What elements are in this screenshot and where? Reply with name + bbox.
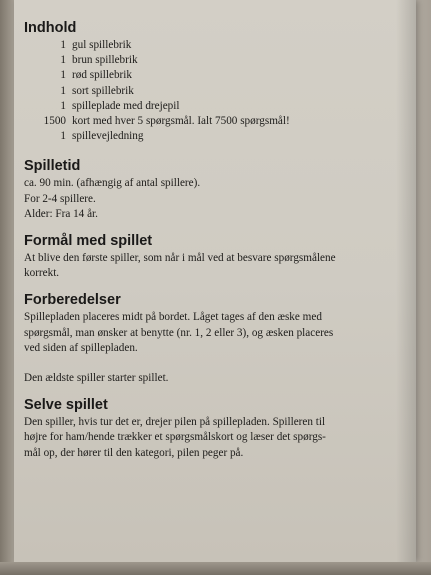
gameplay-section <box>24 397 409 461</box>
list-item <box>24 53 409 68</box>
book-bottom-edge <box>0 562 431 575</box>
item-label: spilleplade med drejepil <box>72 99 180 112</box>
item-quantity: 1 <box>60 39 66 51</box>
goal-heading: Formål med spillet <box>24 233 153 250</box>
item-quantity: 1 <box>60 99 66 112</box>
item-label: brun spillebrik <box>72 54 138 67</box>
item-quantity: 1 <box>60 54 66 67</box>
list-item <box>24 114 409 129</box>
playtime-heading: Spilletid <box>24 158 81 175</box>
preparation-line: spørgsmål, man ønsker at benytte (nr. 1, 2 eller 3), og æsken placeres <box>24 326 334 339</box>
item-quantity: 1 <box>60 130 66 143</box>
gameplay-line: højre for ham/hende trækker et spørgsmålskort og læser det spørgs- <box>24 431 326 444</box>
contents-list <box>24 38 409 144</box>
item-quantity: 1500 <box>43 115 66 128</box>
paragraph-gap <box>24 356 409 371</box>
item-quantity: 1 <box>60 69 66 82</box>
playtime-line: Alder: Fra 14 år. <box>24 207 98 220</box>
gameplay-line: Den spiller, hvis tur det er, drejer pilen på spillepladen. Spilleren til <box>24 416 326 429</box>
item-label: sort spillebrik <box>72 84 134 97</box>
playtime-section <box>24 158 409 222</box>
item-label: gul spillebrik <box>72 39 132 51</box>
goal-section <box>24 233 409 281</box>
item-label: kort med hver 5 spørgsmål. Ialt 7500 spørgsmål! <box>72 115 290 128</box>
playtime-line: ca. 90 min. (afhængig af antal spillere). <box>24 177 201 190</box>
preparation-line: Spillepladen placeres midt på bordet. Låget tages af den æske med <box>24 311 322 324</box>
goal-line: At blive den første spiller, som når i mål ved at besvare spørgsmålene <box>24 252 336 265</box>
item-label: spillevejledning <box>72 130 144 143</box>
preparation-line: ved siden af spillepladen. <box>24 341 138 354</box>
goal-line: korrekt. <box>24 267 60 280</box>
gameplay-line: mål op, der hører til den kategori, pilen peger på. <box>24 446 244 459</box>
list-item <box>24 84 409 99</box>
list-item <box>24 38 409 53</box>
gameplay-heading: Selve spillet <box>24 397 108 414</box>
contents-section <box>24 20 409 144</box>
contents-heading: Indhold <box>24 20 77 36</box>
list-item <box>24 129 409 144</box>
playtime-line: For 2-4 spillere. <box>24 192 96 205</box>
page-content <box>24 20 409 461</box>
list-item <box>24 99 409 114</box>
item-label: rød spillebrik <box>72 69 132 82</box>
preparation-heading: Forberedelser <box>24 292 121 309</box>
preparation-start-note: Den ældste spiller starter spillet. <box>24 372 169 385</box>
preparation-section <box>24 292 409 386</box>
item-quantity: 1 <box>60 84 66 97</box>
list-item <box>24 68 409 83</box>
